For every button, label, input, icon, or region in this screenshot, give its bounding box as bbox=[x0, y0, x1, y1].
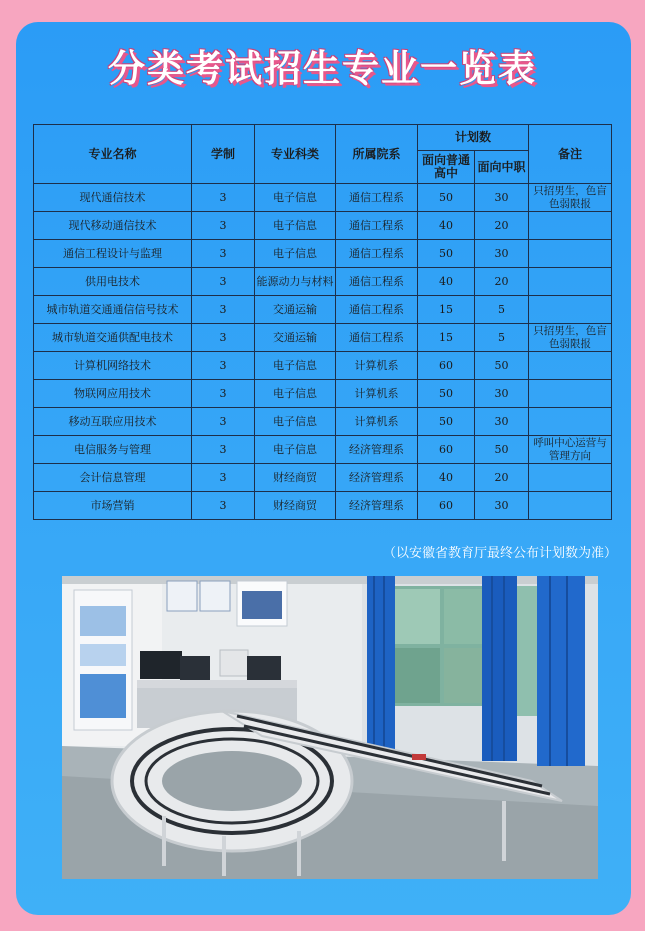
cell-plan-vocational: 5 bbox=[475, 296, 529, 324]
cell-duration: 3 bbox=[192, 184, 255, 212]
cell-major: 供用电技术 bbox=[34, 268, 192, 296]
cell-department: 经济管理系 bbox=[336, 492, 418, 520]
table-row bbox=[34, 408, 612, 436]
cell-major: 电信服务与管理 bbox=[34, 436, 192, 464]
cell-duration: 3 bbox=[192, 268, 255, 296]
cell-plan-vocational: 20 bbox=[475, 268, 529, 296]
cell-plan-high: 50 bbox=[418, 380, 475, 408]
cell-department: 经济管理系 bbox=[336, 436, 418, 464]
cell-category: 交通运输 bbox=[255, 296, 336, 324]
cell-note bbox=[529, 464, 612, 492]
table-row bbox=[34, 184, 612, 212]
majors-table bbox=[33, 124, 612, 520]
header-major: 专业名称 bbox=[34, 125, 192, 184]
table-row bbox=[34, 268, 612, 296]
cell-duration: 3 bbox=[192, 240, 255, 268]
cell-major: 通信工程设计与监理 bbox=[34, 240, 192, 268]
cell-plan-high: 50 bbox=[418, 184, 475, 212]
table-row bbox=[34, 352, 612, 380]
table-row bbox=[34, 296, 612, 324]
cell-category: 电子信息 bbox=[255, 212, 336, 240]
cell-plan-vocational: 50 bbox=[475, 436, 529, 464]
cell-department: 通信工程系 bbox=[336, 296, 418, 324]
cell-plan-vocational: 20 bbox=[475, 464, 529, 492]
cell-duration: 3 bbox=[192, 296, 255, 324]
cell-duration: 3 bbox=[192, 352, 255, 380]
training-room-photo bbox=[62, 576, 598, 879]
cell-plan-high: 50 bbox=[418, 408, 475, 436]
cell-duration: 3 bbox=[192, 380, 255, 408]
cell-note bbox=[529, 352, 612, 380]
cell-major: 城市轨道交通供配电技术 bbox=[34, 324, 192, 352]
cell-note: 呼叫中心运营与管理方向 bbox=[529, 436, 612, 464]
header-plan: 计划数 bbox=[418, 125, 529, 151]
cell-department: 计算机系 bbox=[336, 352, 418, 380]
cell-note bbox=[529, 240, 612, 268]
cell-category: 财经商贸 bbox=[255, 464, 336, 492]
table-row bbox=[34, 324, 612, 352]
cell-plan-high: 40 bbox=[418, 268, 475, 296]
cell-major: 现代移动通信技术 bbox=[34, 212, 192, 240]
header-category: 专业科类 bbox=[255, 125, 336, 184]
cell-plan-high: 15 bbox=[418, 324, 475, 352]
footnote: （以安徽省教育厅最终公布计划数为准） bbox=[382, 546, 617, 561]
cell-major: 会计信息管理 bbox=[34, 464, 192, 492]
cell-duration: 3 bbox=[192, 212, 255, 240]
cell-duration: 3 bbox=[192, 324, 255, 352]
table-row bbox=[34, 436, 612, 464]
cell-duration: 3 bbox=[192, 436, 255, 464]
cell-department: 通信工程系 bbox=[336, 240, 418, 268]
cell-category: 电子信息 bbox=[255, 408, 336, 436]
cell-department: 通信工程系 bbox=[336, 324, 418, 352]
cell-plan-high: 60 bbox=[418, 436, 475, 464]
cell-category: 财经商贸 bbox=[255, 492, 336, 520]
cell-category: 电子信息 bbox=[255, 436, 336, 464]
cell-note bbox=[529, 296, 612, 324]
cell-major: 计算机网络技术 bbox=[34, 352, 192, 380]
cell-plan-high: 50 bbox=[418, 240, 475, 268]
cell-department: 计算机系 bbox=[336, 380, 418, 408]
cell-note: 只招男生，色盲色弱限报 bbox=[529, 324, 612, 352]
cell-major: 城市轨道交通通信信号技术 bbox=[34, 296, 192, 324]
cell-note: 只招男生，色盲色弱限报 bbox=[529, 184, 612, 212]
header-plan-vocational: 面向中职 bbox=[475, 151, 529, 184]
cell-plan-vocational: 30 bbox=[475, 492, 529, 520]
table-row bbox=[34, 240, 612, 268]
cell-plan-high: 60 bbox=[418, 492, 475, 520]
header-duration: 学制 bbox=[192, 125, 255, 184]
page-title: 分类考试招生专业一览表 bbox=[108, 47, 537, 90]
cell-duration: 3 bbox=[192, 464, 255, 492]
cell-category: 电子信息 bbox=[255, 184, 336, 212]
cell-plan-vocational: 30 bbox=[475, 380, 529, 408]
cell-plan-vocational: 30 bbox=[475, 240, 529, 268]
table-row bbox=[34, 464, 612, 492]
table-body bbox=[34, 184, 612, 520]
cell-department: 经济管理系 bbox=[336, 464, 418, 492]
cell-major: 物联网应用技术 bbox=[34, 380, 192, 408]
header-plan-high: 面向普通高中 bbox=[418, 151, 475, 184]
cell-department: 通信工程系 bbox=[336, 268, 418, 296]
cell-plan-vocational: 50 bbox=[475, 352, 529, 380]
cell-duration: 3 bbox=[192, 408, 255, 436]
table-row bbox=[34, 492, 612, 520]
cell-category: 电子信息 bbox=[255, 240, 336, 268]
cell-department: 计算机系 bbox=[336, 408, 418, 436]
cell-note bbox=[529, 492, 612, 520]
cell-duration: 3 bbox=[192, 492, 255, 520]
cell-major: 现代通信技术 bbox=[34, 184, 192, 212]
header-department: 所属院系 bbox=[336, 125, 418, 184]
cell-category: 电子信息 bbox=[255, 352, 336, 380]
cell-category: 交通运输 bbox=[255, 324, 336, 352]
cell-plan-high: 40 bbox=[418, 212, 475, 240]
header-note: 备注 bbox=[529, 125, 612, 184]
cell-note bbox=[529, 212, 612, 240]
cell-plan-vocational: 30 bbox=[475, 408, 529, 436]
cell-category: 电子信息 bbox=[255, 380, 336, 408]
cell-plan-vocational: 30 bbox=[475, 184, 529, 212]
cell-plan-high: 40 bbox=[418, 464, 475, 492]
cell-department: 通信工程系 bbox=[336, 212, 418, 240]
cell-note bbox=[529, 408, 612, 436]
cell-major: 移动互联应用技术 bbox=[34, 408, 192, 436]
cell-note bbox=[529, 268, 612, 296]
cell-major: 市场营销 bbox=[34, 492, 192, 520]
cell-note bbox=[529, 380, 612, 408]
cell-category: 能源动力与材料 bbox=[255, 268, 336, 296]
table-row bbox=[34, 380, 612, 408]
table-row bbox=[34, 212, 612, 240]
cell-plan-vocational: 20 bbox=[475, 212, 529, 240]
cell-plan-vocational: 5 bbox=[475, 324, 529, 352]
cell-plan-high: 15 bbox=[418, 296, 475, 324]
cell-department: 通信工程系 bbox=[336, 184, 418, 212]
cell-plan-high: 60 bbox=[418, 352, 475, 380]
